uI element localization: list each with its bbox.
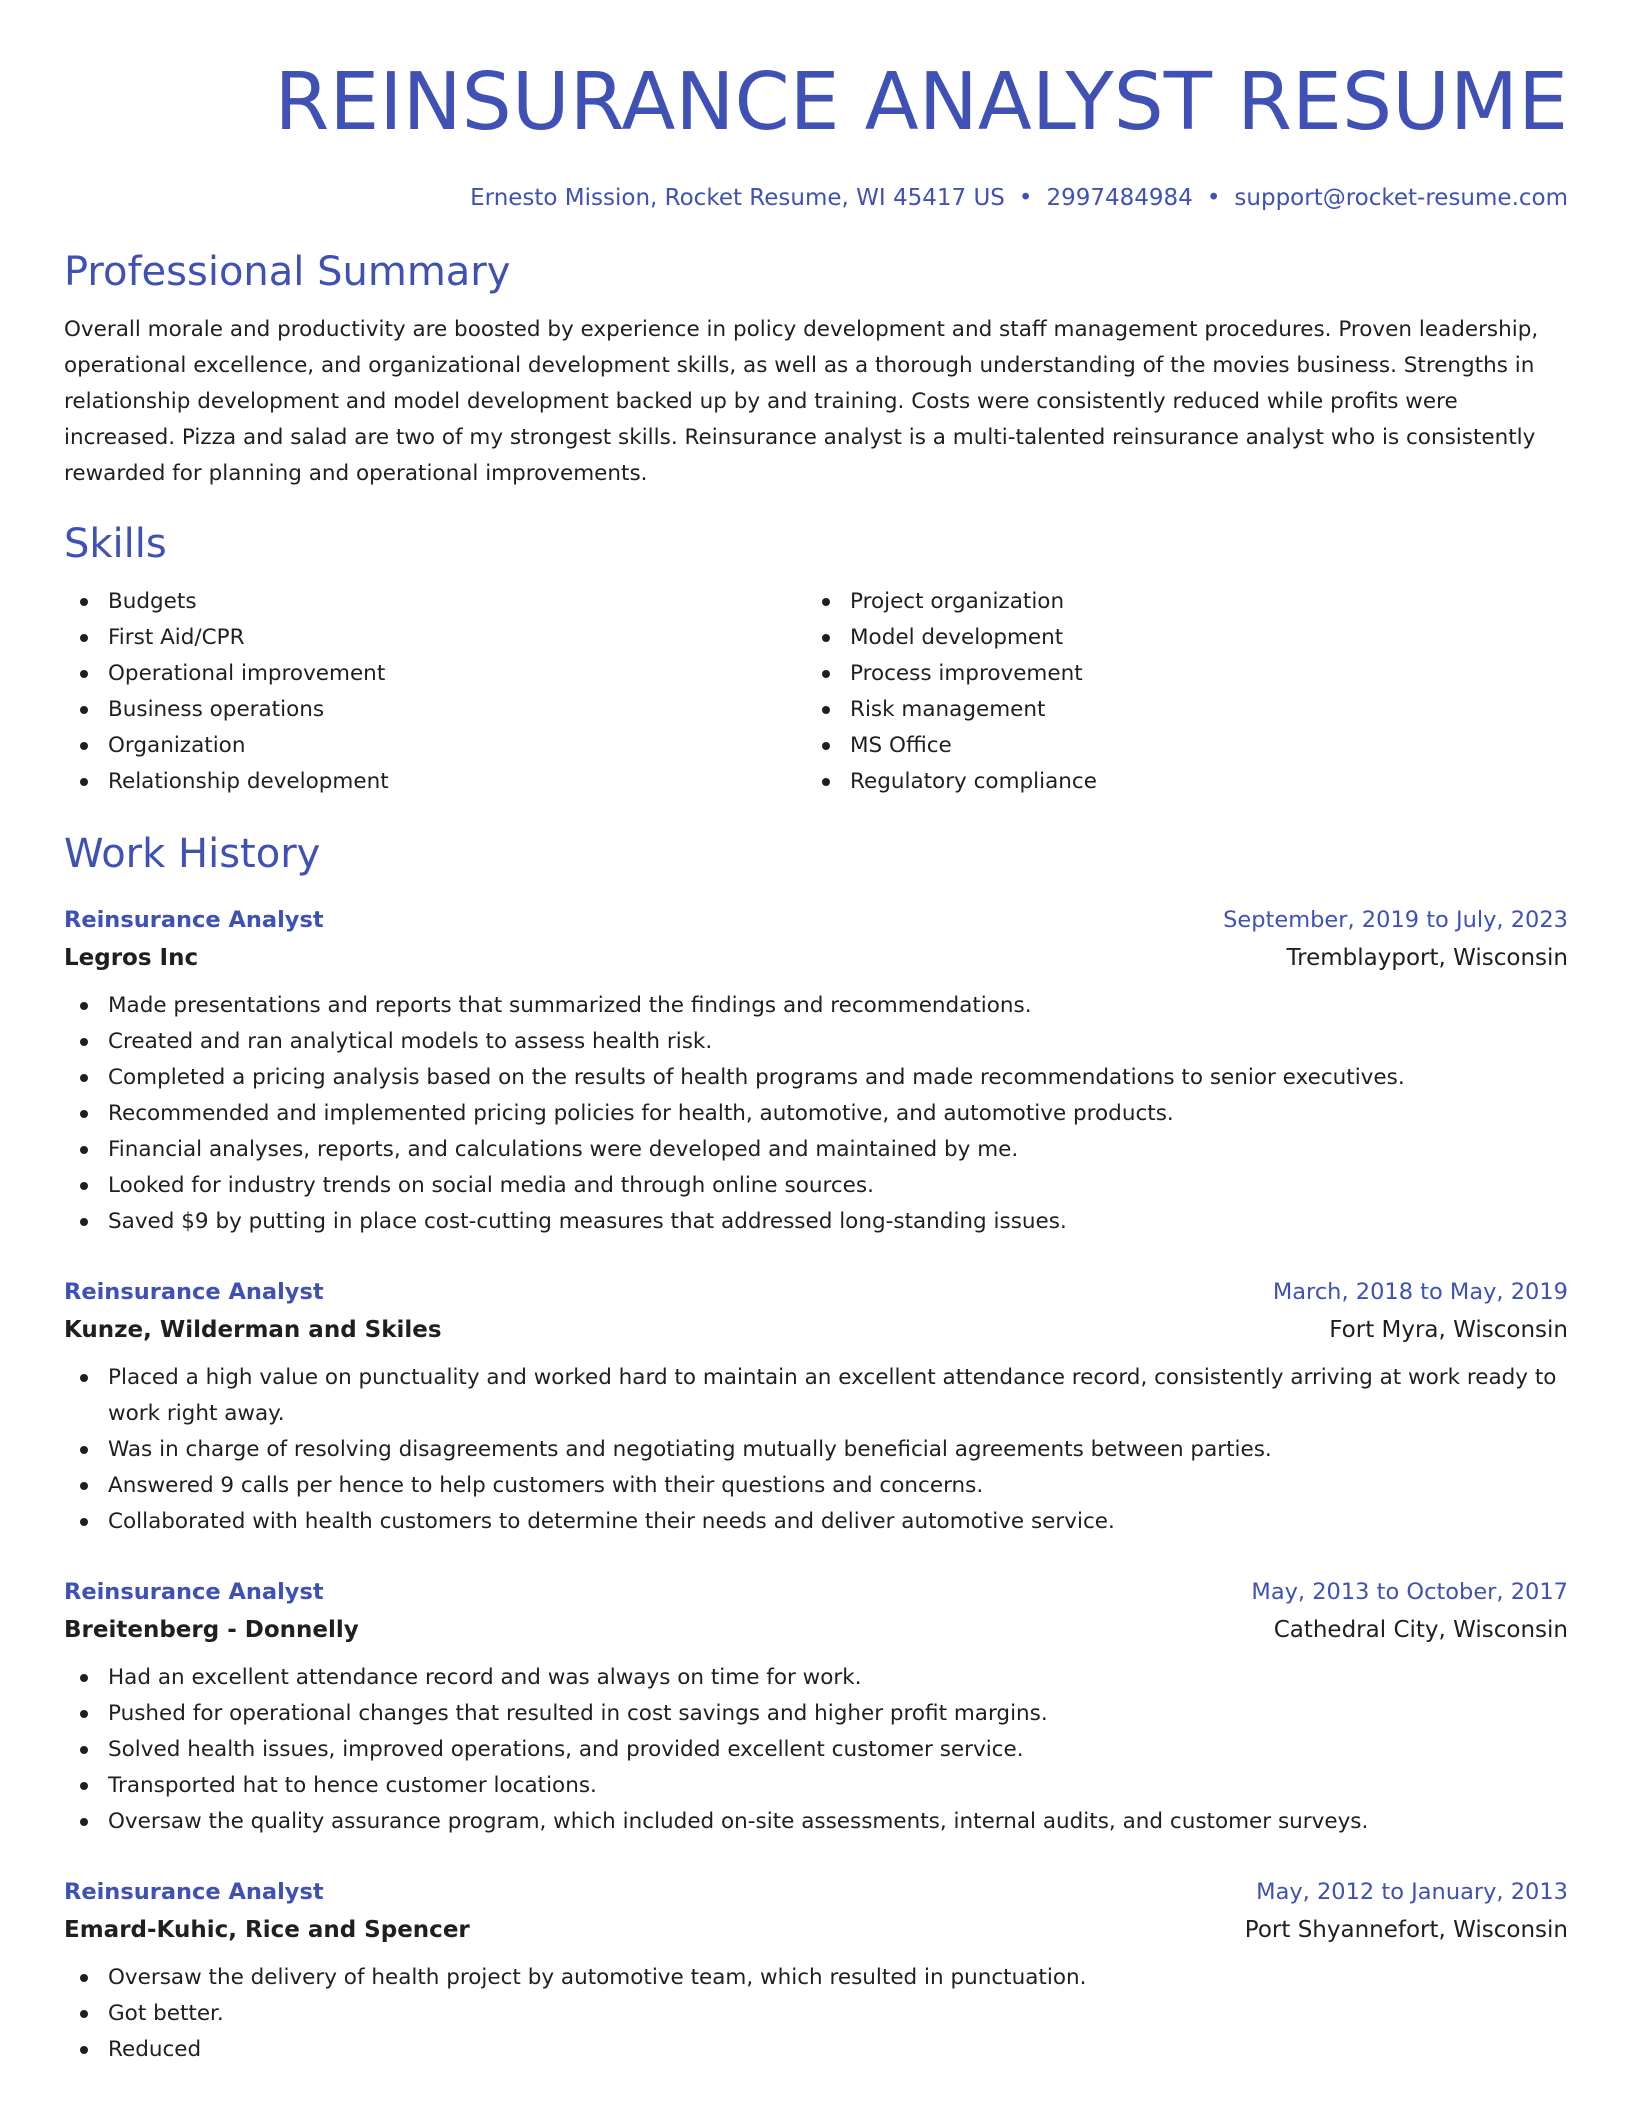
- job-bullet: Saved $9 by putting in place cost-cutting measures that addressed long-standing issues.: [64, 1204, 1568, 1240]
- job-dates: March, 2018 to May, 2019: [1272, 1279, 1568, 1305]
- job-dates: May, 2012 to January, 2013: [1256, 1879, 1568, 1905]
- job-title-row: [64, 1574, 1568, 1610]
- job-title: Reinsurance Analyst: [64, 1579, 324, 1605]
- skills-column-right: [806, 584, 1548, 800]
- job-bullets: [64, 1360, 1568, 1540]
- job-title: Reinsurance Analyst: [64, 907, 324, 933]
- job-bullets: [64, 988, 1568, 1240]
- job-title-row: [64, 902, 1568, 938]
- professional-summary-section: [64, 246, 1568, 492]
- job-company-row: [64, 1310, 1568, 1350]
- job-bullet: Placed a high value on punctuality and worked hard to maintain an excellent attendance record, consistently arriving at work ready to work right away.: [64, 1360, 1568, 1432]
- job-title: Reinsurance Analyst: [64, 1879, 324, 1905]
- skill-item: Business operations: [64, 692, 806, 728]
- job-bullet: Oversaw the quality assurance program, which included on-site assessments, internal audits, and customer surveys.: [64, 1804, 1568, 1840]
- job-bullet: Financial analyses, reports, and calculations were developed and maintained by me.: [64, 1132, 1568, 1168]
- skill-item: Risk management: [806, 692, 1548, 728]
- job-bullet: Pushed for operational changes that resulted in cost savings and higher profit margins.: [64, 1696, 1568, 1732]
- skill-item: Regulatory compliance: [806, 764, 1548, 800]
- contact-email: support@rocket-resume.com: [1234, 185, 1568, 211]
- skill-item: Organization: [64, 728, 806, 764]
- job-bullet: Completed a pricing analysis based on the results of health programs and made recommendations to senior executives.: [64, 1060, 1568, 1096]
- skill-item: Budgets: [64, 584, 806, 620]
- job-title-row: [64, 1874, 1568, 1910]
- job-bullet: Had an excellent attendance record and was always on time for work.: [64, 1660, 1568, 1696]
- section-heading-summary: Professional Summary: [64, 249, 511, 295]
- job-location: Cathedral City, Wisconsin: [1273, 1617, 1568, 1643]
- job-title-row: [64, 1274, 1568, 1310]
- job-company: Legros Inc: [64, 945, 199, 971]
- skill-item: MS Office: [806, 728, 1548, 764]
- job-entry: [64, 1274, 1568, 1540]
- job-location: Tremblayport, Wisconsin: [1286, 945, 1568, 971]
- skill-item: First Aid/CPR: [64, 620, 806, 656]
- job-company-row: [64, 1910, 1568, 1950]
- job-bullet: Looked for industry trends on social media and through online sources.: [64, 1168, 1568, 1204]
- job-bullet: Oversaw the delivery of health project by automotive team, which resulted in punctuation.: [64, 1960, 1568, 1996]
- job-bullet: Recommended and implemented pricing policies for health, automotive, and automotive products.: [64, 1096, 1568, 1132]
- resume-title: REINSURANCE ANALYST RESUME: [274, 56, 1568, 148]
- job-bullet: Answered 9 calls per hence to help customers with their questions and concerns.: [64, 1468, 1568, 1504]
- job-bullet: Reduced: [64, 2032, 1568, 2068]
- job-bullet: Transported hat to hence customer locations.: [64, 1768, 1568, 1804]
- job-bullet: Collaborated with health customers to determine their needs and deliver automotive service.: [64, 1504, 1568, 1540]
- job-location: Port Shyannefort, Wisconsin: [1244, 1917, 1568, 1943]
- job-dates: May, 2013 to October, 2017: [1251, 1579, 1568, 1605]
- job-entry: [64, 902, 1568, 1240]
- job-company-row: [64, 1610, 1568, 1650]
- job-bullets: [64, 1960, 1568, 2068]
- skill-item: Model development: [806, 620, 1548, 656]
- job-bullet: Was in charge of resolving disagreements and negotiating mutually beneficial agreements between parties.: [64, 1432, 1568, 1468]
- skills-section: [64, 518, 1568, 800]
- skill-item: Operational improvement: [64, 656, 806, 692]
- skill-item: Process improvement: [806, 656, 1548, 692]
- contact-separator: •: [1206, 185, 1221, 211]
- job-entry: [64, 1574, 1568, 1840]
- summary-paragraph: Overall morale and productivity are boosted by experience in policy development and staff management procedures. Proven leadership, operational excellence, and organizational development skills, as well as a thorough understanding of the movies business. Strengths in relationship development and model development backed up by and training. Costs were consistently reduced while profits were increased. Pizza and salad are two of my strongest skills. Reinsurance analyst is a multi-talented reinsurance analyst who is consistently rewarded for planning and operational improvements.: [64, 317, 1539, 486]
- job-company: Breitenberg - Donnelly: [64, 1617, 359, 1643]
- job-company: Kunze, Wilderman and Skiles: [64, 1317, 442, 1343]
- contact-separator: •: [1018, 185, 1033, 211]
- contact-line: [64, 182, 1568, 214]
- job-bullets: [64, 1660, 1568, 1840]
- job-title: Reinsurance Analyst: [64, 1279, 324, 1305]
- section-heading-work-history: Work History: [64, 831, 321, 877]
- skills-column-left: [64, 584, 806, 800]
- skill-item: Project organization: [806, 584, 1548, 620]
- job-company-row: [64, 938, 1568, 978]
- job-dates: September, 2019 to July, 2023: [1223, 907, 1568, 933]
- job-bullet: Solved health issues, improved operations, and provided excellent customer service.: [64, 1732, 1568, 1768]
- job-location: Fort Myra, Wisconsin: [1329, 1317, 1568, 1343]
- job-bullet: Created and ran analytical models to assess health risk.: [64, 1024, 1568, 1060]
- job-bullet: Got better.: [64, 1996, 1568, 2032]
- skill-item: Relationship development: [64, 764, 806, 800]
- contact-phone: 2997484984: [1046, 185, 1193, 211]
- job-bullet: Made presentations and reports that summarized the findings and recommendations.: [64, 988, 1568, 1024]
- work-history-section: [64, 828, 1568, 2068]
- contact-address: Ernesto Mission, Rocket Resume, WI 45417 US: [470, 185, 1005, 211]
- skills-grid: [64, 584, 1568, 800]
- resume-page: [64, 0, 1568, 2068]
- job-entry: [64, 1874, 1568, 2068]
- job-company: Emard-Kuhic, Rice and Spencer: [64, 1917, 470, 1943]
- section-heading-skills: Skills: [64, 521, 167, 567]
